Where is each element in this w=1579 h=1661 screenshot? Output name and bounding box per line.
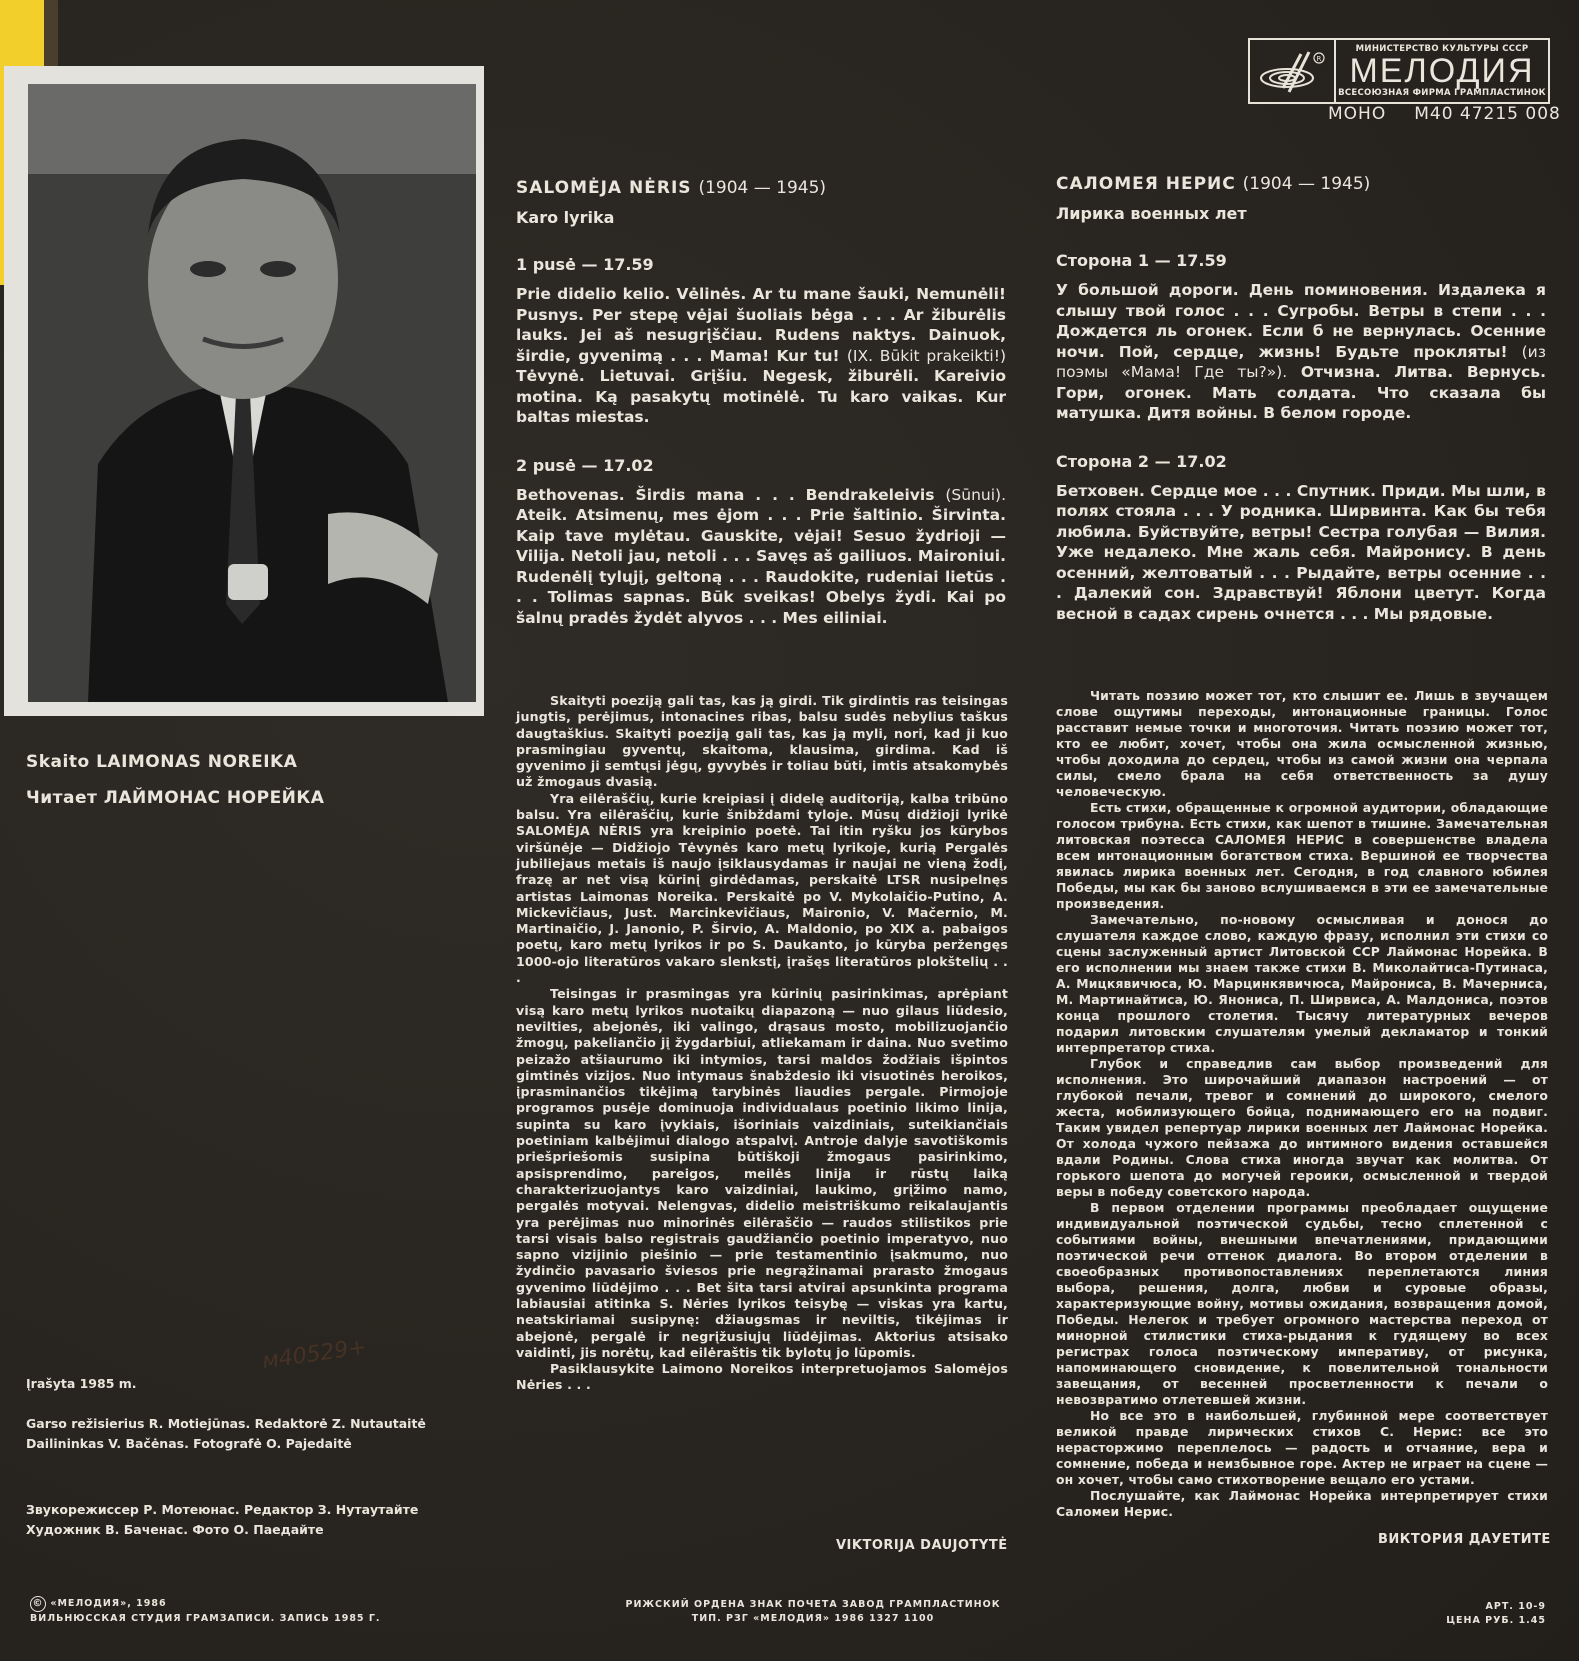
- portrait-image: [28, 84, 476, 702]
- copyright-icon: ©: [30, 1596, 46, 1612]
- melodiya-emblem-icon: [1250, 40, 1336, 102]
- side-1-heading: 1 pusė — 17.59: [516, 255, 654, 274]
- essay-paragraph: Послушайте, как Лаймонас Норейка интерпретирует стихи Саломеи Нерис.: [1056, 1488, 1548, 1519]
- essay-paragraph: Замечательно, по-новому осмысливая и донося до слушателя каждое слово, каждую фразу, исполнил эти стихи со сцены заслуженный артист Литовской ССР Лаймонас Норейка. В его исполнении мы знаем также стихи В. Миколайтиса-Путинаса, А. Мицкявичюса, Ю. Марцинкявичюса, Майрониса, В. Мачерниса, М. Мартинайтиса, Ю. Янониса, П. Ширвиса, А. Малдониса, поэтов конца прошлого столетия. Тысячу литературных вечеров подарил литовским слушателям умелый декламатор и тонкий интерпретатор стиха.: [1056, 912, 1548, 1055]
- credits-ru: Звукорежиссер Р. Мотеюнас. Редактор З. Нутаутайте Художник В. Баченас. Фото О. Паедайте: [26, 1502, 419, 1537]
- album-title-ru: Лирика военных лет: [1056, 204, 1247, 223]
- logo-brand: МЕЛОДИЯ: [1349, 52, 1535, 90]
- side-2-heading-ru: Сторона 2 — 17.02: [1056, 451, 1227, 471]
- price-block: АРТ. 10-9 ЦЕНА РУБ. 1.45: [1446, 1601, 1546, 1626]
- factory-imprint: РИЖСКИЙ ОРДЕНА ЗНАК ПОЧЕТА ЗАВОД ГРАМПЛАСТИНОК ТИП. РЗГ «МЕЛОДИЯ» 1986 1327 1100: [625, 1599, 1001, 1624]
- essay-paragraph: Есть стихи, обращенные к огромной аудитории, обладающие голосом трибуна. Есть стихи, как шепот в тишине. Замечательная литовская поэтесса САЛОМЕЯ НЕРИС в совершенстве владела всем интонационным богатством стиха. Вершиной ее творчества явилась лирика военных лет. Сегодня, в год славного юбилея Победы, мы как бы заново вслушиваемся в эти ее замечательные произведения.: [1056, 800, 1548, 911]
- author-heading: SALOMĖJA NĖRIS (1904 — 1945): [516, 178, 827, 198]
- essay-paragraph: Читать поэзию может тот, кто слышит ее. Лишь в звучащем слове ощутимы переходы, интонационные границы. Голос расставит немые точки и многоточия. Читать поэзию может тот, кто ее любит, хочет, чтобы она жила осмысленной жизнью, чтобы доходила до сердец, чтобы из самой жизни она черпала силы, смело брала на себя ответственность за душу человеческую.: [1056, 688, 1548, 799]
- performer-photo: [28, 84, 476, 702]
- essay-paragraph: Но все это в наибольшей, глубинной мере соответствует великой правде лирических стихов С. Нерис: все это нерасторжимо переплелось — радость и отчаяние, вера и сомнение, победа и неизбывное горе. Актер не играет на сцене — он хочет, чтобы само стихотворение вещало его устами.: [1056, 1408, 1548, 1487]
- pencil-annotation: м40529+: [260, 1334, 369, 1375]
- essay-signature-ru: ВИКТОРИЯ ДАУЕТИТЕ: [1378, 1532, 1551, 1547]
- catalog-number: [1328, 104, 1561, 124]
- author-heading-ru: САЛОМЕЯ НЕРИС (1904 — 1945): [1056, 174, 1371, 194]
- format-label: МОНО: [1328, 104, 1387, 124]
- essay-russian: [1056, 688, 1548, 1520]
- essay-paragraph: Yra eilėraščių, kurie kreipiasi į didelę auditoriją, kalba tribūno balsu. Yra eilėraščių, kurie šnibždami tyloje. Mūsų didžioji lyrikė SALOMĖJA NĖRIS yra kreipinio poetė. Tai itin ryšku jos kūrybos viršūnėje — Didžiojo Tėvynės karo metų lyrikoje, kurią Pergalės jubiliejaus metais iš naujo įsiklausydamas ir naujai ne vieną žodį, frazę ar net visą kūrinį girdėdamas, perskaitė LTSR nusipelnęs artistas Laimonas Noreika. Perskaitė po V. Mykolaičio-Putino, A. Mickevičiaus, Just. Marcinkevičiaus, Maironio, V. Mačernio, M. Martinaičio, J. Janonio, P. Širvio, A. Maldonio, po XIX a. pabaigos poetų, karo metų lyrikos ir po S. Daukanto, jo kūryba peržengęs 1000-ojo literatūros vakaro slenkstį, įrašęs literatūros plokštelių . . .: [516, 790, 1008, 986]
- side-1-tracks: Prie didelio kelio. Vėlinės. Ar tu mane šauki, Nemunėli! Pusnys. Per stepę vėjai šuoliais bėga . . . Ar žiburėlis lauks. Jei aš nesugrįščiau. Rudens naktys. Dainuok, širdie, gyvenimą . . . Mama! Kur tu! (IX. Būkit prakeikti!) Tėvynė. Lietuvai. Grįšiu. Negesk, žiburėli. Kareivio motina. Ką pasakytų motinėlė. Tu karo vaikas. Kur baltas miestas.: [516, 285, 1006, 426]
- essay-paragraph: Teisingas ir prasmingas yra kūrinių pasirinkimas, aprėpiant visą karo metų lyrikos nuotaikų diapazoną — nuo gilaus liūdesio, nevilties, abejonės, iki valingo, drąsaus mosto, mobilizuojančio žmogų, pakeliančio jį žygdarbiui, atliekamam ir daina. Nuo svetimo peizažo atšiaurumo iki intymios, tarsi maldos žodžiais išpintos gimtinės vizijos. Nuo intymaus šnabždesio iki visuotinės heroikos, įprasminančios tikėjimą tarybinės liaudies pergale. Pirmojoje programos pusėje dominuoja individualaus poetinio likimo linija, supinta su karo įvykiais, išoriniais vaizdiniais, suteikiančiais poetiniam kalbėjimui dialogo atspalvį. Antroje dalyje savotiškomis priešpriešomis susipina būtiškoji žmogaus pasirinkimo, apsisprendimo, pareigos, meilės linija ir rūstų laiką charakterizuojantys karo vaizdiniai, laukimo, grįžimo namo, pergalės motyvai. Nelengvas, didelio meistriškumo reikalaujantis yra perėjimas nuo minorinės eilėraščio — raudos stilistikos prie tarsi visais balso registrais gaudžiančio poetinio imperatyvo, nuo sapno vizijinio piešinio — prie testamentinio įsakmumo, nuo žydinčio pavasario šviesos prie negrąžinamai prarasto žmogaus gyvenimo liūdėjimo . . . Bet šita tarsi atvirai apsunkinta programa labiausiai atitinka S. Nėries lyrikos teisybę — viskas yra kartu, neatskiriamai susipynę: džiaugsmas ir neviltis, tikėjimas ir abejonė, pergalė ir negrįžusiųjų liūdėjimas. Aktorius atsisako vaidinti, jis norėtų, kad eilėraštis tik bylotų jo lūpomis.: [516, 986, 1008, 1360]
- side-2-tracks-ru: Бетховен. Сердце мое . . . Спутник. Приди. Мы шли, в полях стояла . . . У родника. Ширвинта. Как бы тебя любила. Буйствуйте, ветры! Сестра голубая — Вилия. Уже недалеко. Мне жаль себя. Майронису. В день осенний, желтоватый . . . Рыдайте, ветры осенние . . . Далекий сон. Здравствуй! Яблони цветут. Когда весной в садах сирень очнется . . . Мы рядовые.: [1056, 481, 1546, 623]
- side-1-tracks-ru: У большой дороги. День поминовения. Издалека я слышу твой голос . . . Сугробы. Ветры в степи . . . Дождется ль огонек. Если б не вернулась. Осенние ночи. Пой, сердце, жизнь! Будьте прокляты! (из поэмы «Мама! Где ты?»). Отчизна. Литва. Вернусь. Гори, огонек. Мать солдата. Что сказала бы матушка. Дитя войны. В белом городе.: [1056, 281, 1546, 422]
- photo-frame: [4, 66, 484, 716]
- essay-paragraph: В первом отделении программы преобладает ощущение индивидуальной поэтической судьбы, тесно сплетенной с событиями войны, внешными впечатлениями, придающими поэтической речи оттенок диалога. Во втором отделении в своеобразных противопоставлениях переплетаются линия выбора, решения, долга, любви и суровые образы, характеризующие войну, мотивы ожидания, возвращения домой, Победы. Нелегок и требует огромного мастерства переход от минорной стилистики стиха-рыдания к гудящему во всех регистрах голоса поэтическому императиву, от рисунка, напоминающего сновидение, к повелительной тональности завещания, от весенней просветленности к печали о невозвратимо отлетевшей жизни.: [1056, 1200, 1548, 1407]
- tracklist-lithuanian: [516, 178, 1006, 628]
- side-2-heading: 2 pusė — 17.02: [516, 455, 654, 475]
- logo-firm: ВСЕСОЮЗНАЯ ФИРМА ГРАМПЛАСТИНОК: [1338, 88, 1546, 98]
- copyright-block: © «МЕЛОДИЯ», 1986 ВИЛЬНЮССКАЯ СТУДИЯ ГРАМЗАПИСИ. ЗАПИСЬ 1985 Г.: [30, 1598, 381, 1624]
- melodiya-logo: [1248, 38, 1550, 104]
- credits-lt: Garso režisierius R. Motiejūnas. Redaktorė Z. Nutautaitė Dailininkas V. Bačėnas. Fotografė O. Pajedaitė: [26, 1416, 426, 1451]
- logo-ministry: МИНИСТЕРСТВО КУЛЬТУРЫ СССР: [1355, 44, 1529, 54]
- essay-lithuanian: [516, 693, 1008, 1394]
- essay-paragraph: Глубок и справедлив сам выбор произведений для исполнения. Это широчайший диапазон настроений — от глубокой печали, тревог и сомнений до широкого, смелого жеста, мобилизующего бойца, поднимающего его на подвиг. Таким увидел репертуар лирики военных лет Лаймонас Норейка. От холода чужого пейзажа до интимного видения оставшейся вдали Родины. Слова стиха иногда звучат как молитва. От горького шепота до могучей героики, осмысленной и твердой веры в победу советского народа.: [1056, 1056, 1548, 1199]
- essay-signature-lt: VIKTORIJA DAUJOTYTĖ: [836, 1538, 1008, 1553]
- tracklist-russian: [1056, 174, 1546, 624]
- album-title: Karo lyrika: [516, 208, 615, 227]
- performer-lt: Skaito LAIMONAS NOREIKA: [26, 752, 298, 772]
- recorded-year: Įrašyta 1985 m.: [26, 1376, 137, 1391]
- catalog-code: М40 47215 008: [1414, 104, 1561, 124]
- side-1-heading-ru: Сторона 1 — 17.59: [1056, 251, 1227, 270]
- side-2-tracks: Bethovenas. Širdis mana . . . Bendrakeleivis (Sūnui). Ateik. Atsimenų, mes ėjom . . . Prie šaltinio. Širvinta. Kaip tave mylėtau. Gauskite, vėjai! Sesuo žydrioji — Vilija. Netoli jau, netoli . . . Savęs aš gailiuos. Maironiui. Rudenėlį tylųjį, geltoną . . . Raudokite, rudeniai lietūs . . . Tolimas sapnas. Būk sveikas! Obelys žydi. Kai po šalnų pradės žydėt alyvos . . . Mes eiliniai.: [516, 485, 1006, 627]
- essay-paragraph: Pasiklausykite Laimono Noreikos interpretuojamos Salomėjos Nėries . . .: [516, 1361, 1008, 1393]
- performer-ru: Читает ЛАЙМОНАС НОРЕЙКА: [26, 788, 325, 808]
- essay-paragraph: Skaityti poeziją gali tas, kas ją girdi. Tik girdintis ras teisingas jungtis, perėjimus, intonacines ribas, balsu sudės nebylius taškus daugtaškius. Skaityti poeziją gali tas, kas ją myli, nori, kad ji kuo prasmingiau gyventų, skaitoma, klausima, girdima. Kad iš gyvenimo ji semtųsi jėgų, gyvybės ir toliau būti, imtis atsakomybės už žmogaus dvasią.: [516, 693, 1008, 790]
- svg-text:R: R: [1316, 55, 1322, 63]
